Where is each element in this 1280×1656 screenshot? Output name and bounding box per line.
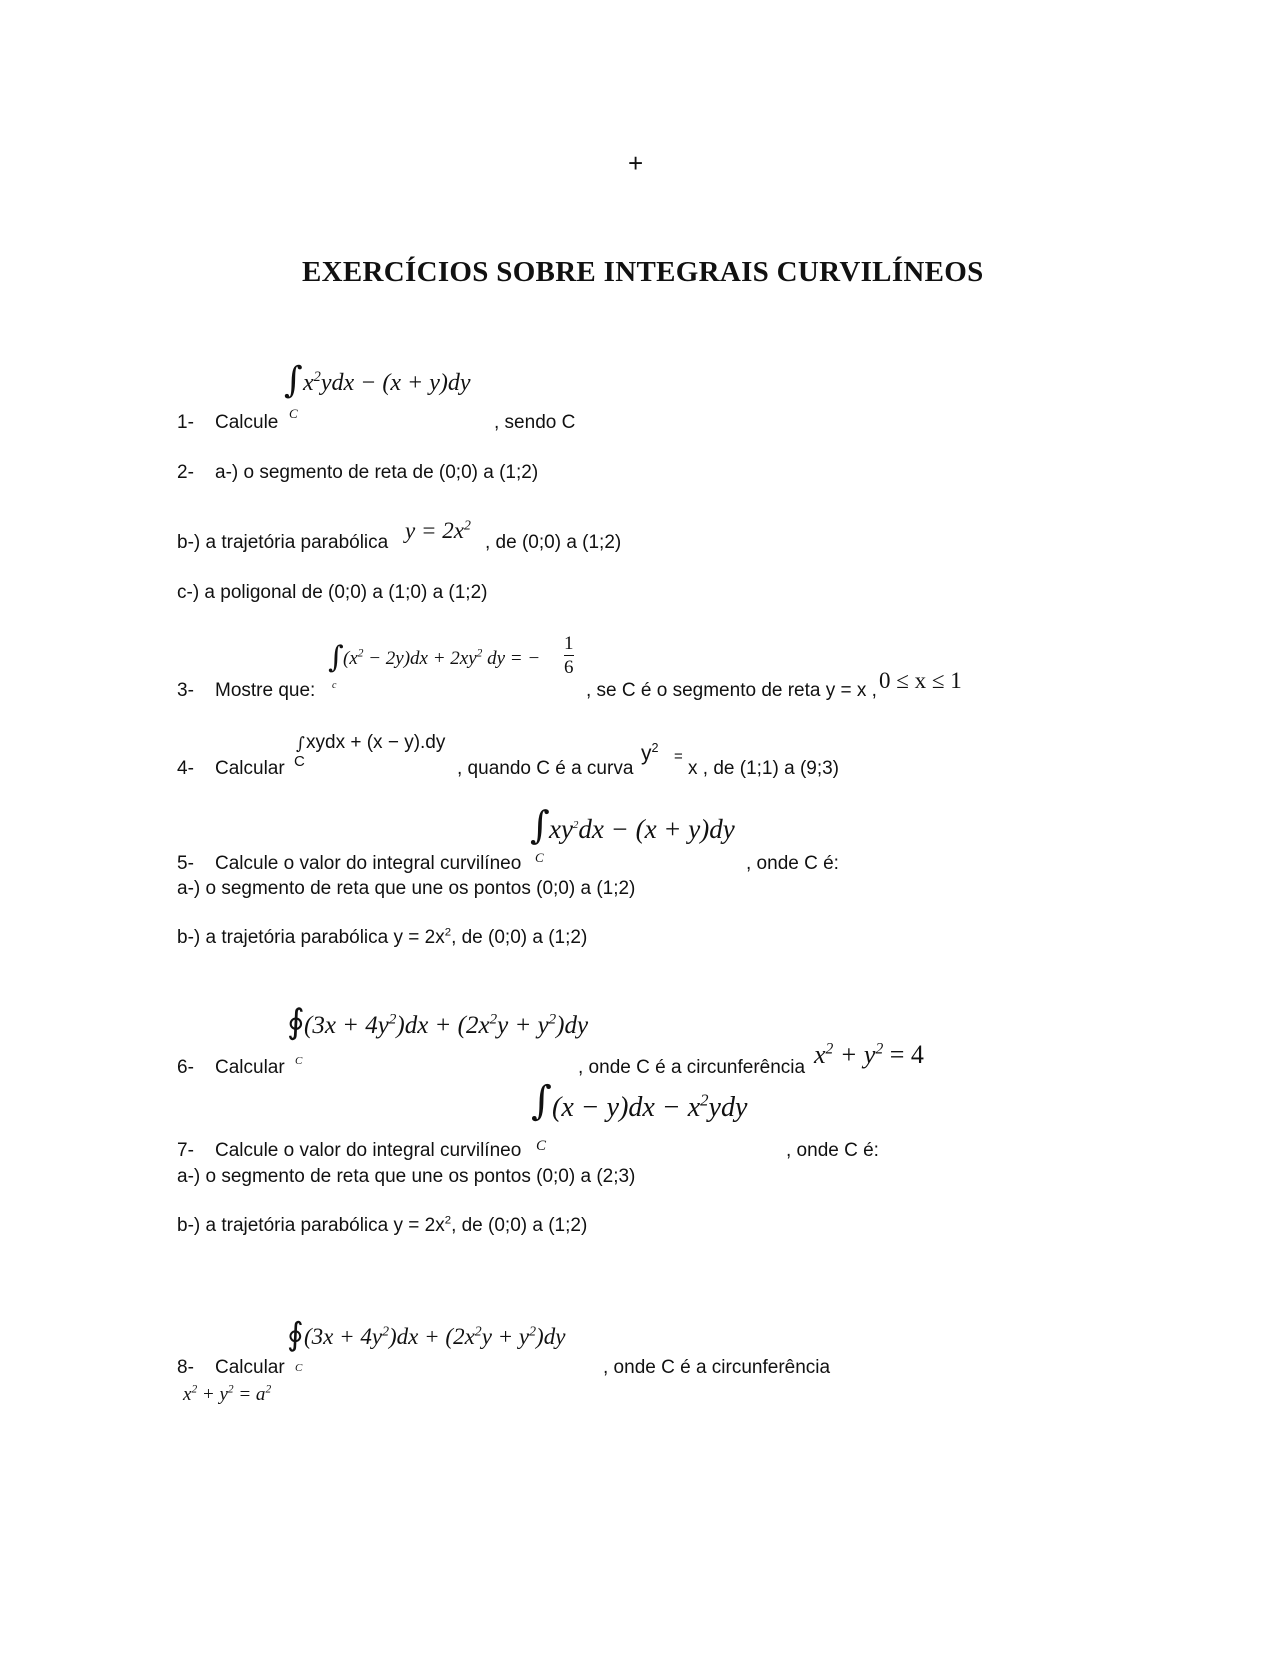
exercise-3-range: 0 ≤ x ≤ 1: [879, 668, 962, 693]
exponent: 2: [572, 819, 579, 831]
integrand-part: )dy: [536, 1324, 566, 1349]
exercise-1-verb: Calcule: [215, 412, 279, 433]
exponent: 2: [476, 647, 483, 660]
integrand-part: )dy: [556, 1012, 589, 1039]
exercise-3-verb: Mostre que:: [215, 680, 316, 701]
exercise-1-integrand: [303, 370, 471, 397]
integral-contour-label: c: [332, 680, 337, 691]
integral-contour-label: C: [536, 1138, 547, 1154]
integral-sign: ∫: [530, 803, 550, 847]
equation-part: + y: [833, 1040, 876, 1069]
exercise-1-suffix: , sendo C: [494, 412, 576, 433]
exercise-8-integrand: [304, 1324, 565, 1350]
contour-integral-sign: ∮: [287, 1002, 305, 1042]
integrand-part: (x: [343, 648, 358, 669]
exponent: 2: [825, 1040, 834, 1058]
exponent: 2: [463, 517, 471, 533]
exponent: 2: [474, 1323, 482, 1339]
exercise-4-integrand: xydx + (x − y).dy: [306, 732, 446, 753]
fraction-numerator: 1: [564, 633, 574, 654]
integrand-part: y + y: [481, 1324, 530, 1349]
exercise-2-number: 2-: [177, 462, 194, 483]
item-text: b-) a trajetória parabólica y = 2x: [177, 927, 445, 948]
exercise-4-suffix: , quando C é a curva: [457, 758, 634, 779]
exercise-7-integrand: [552, 1092, 747, 1124]
exercise-3-suffix: , se C é o segmento de reta y = x ,: [586, 680, 877, 701]
exercise-7-suffix: , onde C é:: [786, 1140, 879, 1161]
integral-sign: ∫: [284, 360, 303, 401]
exponent: 2: [548, 1011, 557, 1028]
integral-sign: ∫: [328, 640, 344, 675]
equation-part: = a: [233, 1384, 266, 1405]
integral-contour-label: C: [295, 1362, 303, 1374]
exercise-7-item-b: [177, 1215, 587, 1237]
exponent: 2: [357, 647, 364, 660]
exponent: 2: [700, 1090, 709, 1110]
header-plus-mark: +: [628, 148, 644, 178]
equation-part: = 4: [883, 1040, 924, 1069]
exercise-4-curve: [641, 742, 659, 766]
exercise-5-integrand: [549, 814, 735, 845]
exponent: 2: [382, 1323, 390, 1339]
item-text: , de (0;0) a (1;2): [451, 927, 588, 948]
exponent: 2: [444, 1214, 452, 1227]
exercise-8-number: 8-: [177, 1357, 194, 1378]
integrand-part: ydy: [708, 1092, 748, 1123]
exercise-4-verb: Calcular: [215, 758, 285, 779]
exercise-2-item-b-prefix: b-) a trajetória parabólica: [177, 532, 389, 553]
integrand-part: (x − y)dx − x: [552, 1092, 701, 1123]
equation-part: + y: [197, 1384, 228, 1405]
equation-part: x: [814, 1040, 826, 1069]
exercise-1-number: 1-: [177, 412, 194, 433]
item-text: b-) a trajetória parabólica y = 2x: [177, 1215, 445, 1236]
exercise-8-circle-equation: [183, 1384, 271, 1406]
exercise-3-number: 3-: [177, 680, 194, 701]
exercise-5-number: 5-: [177, 853, 194, 874]
exercise-7-number: 7-: [177, 1140, 194, 1161]
exercise-4-number: 4-: [177, 758, 194, 779]
exercise-6-integrand: [304, 1012, 588, 1040]
exponent: 2: [444, 926, 452, 939]
exercise-4-curve-rest: x , de (1;1) a (9;3): [688, 758, 840, 779]
exercise-6-number: 6-: [177, 1057, 194, 1078]
formula-part: y = 2x: [405, 518, 464, 543]
integral-sign: ∫: [531, 1078, 552, 1124]
exercise-7-item-a: a-) o segmento de reta que une os pontos (0;0) a (2;3): [177, 1166, 636, 1187]
integrand-part: − 2y)dx + 2xy: [363, 648, 477, 669]
document-title: EXERCÍCIOS SOBRE INTEGRAIS CURVILÍNEOS: [302, 256, 984, 288]
exercise-3-integrand: [343, 648, 540, 670]
integral-contour-label: C: [294, 753, 305, 770]
exponent: 2: [191, 1383, 198, 1396]
exercise-8-verb: Calcular: [215, 1357, 285, 1378]
exponent: 2: [313, 369, 321, 385]
integrand-part: dy = −: [482, 648, 541, 669]
exercise-6-circle-equation: [814, 1040, 924, 1070]
integrand-part: (3x + 4y: [304, 1324, 383, 1349]
exercise-7-verb: Calcule o valor do integral curvilíneo: [215, 1140, 522, 1161]
exponent: 2: [265, 1383, 272, 1396]
exercise-6-suffix: , onde C é a circunferência: [578, 1057, 806, 1078]
integrand-part: xy: [549, 814, 573, 844]
exercise-2-item-b-formula: [405, 518, 471, 544]
exercise-6-verb: Calcular: [215, 1057, 285, 1078]
exponent: 2: [388, 1011, 397, 1028]
integrand-part: x: [303, 370, 314, 396]
integrand-part: (3x + 4y: [304, 1012, 389, 1039]
integral-contour-label: C: [295, 1055, 303, 1067]
exercise-5-verb: Calcule o valor do integral curvilíneo: [215, 853, 522, 874]
exercise-2-item-c: c-) a poligonal de (0;0) a (1;0) a (1;2): [177, 582, 488, 603]
equation-part: x: [183, 1384, 192, 1405]
item-text: , de (0;0) a (1;2): [451, 1215, 588, 1236]
integral-contour-label: C: [289, 406, 298, 421]
exercise-4-equals: =: [674, 748, 683, 765]
integrand-part: )dx + (2x: [396, 1012, 490, 1039]
exercise-2-item-b-suffix: , de (0;0) a (1;2): [485, 532, 622, 553]
integrand-part: )dx + (2x: [389, 1324, 475, 1349]
fraction-denominator: 6: [564, 657, 574, 678]
exercise-5-suffix: , onde C é:: [746, 853, 839, 874]
integral-contour-label: C: [535, 850, 544, 865]
curve-variable: y: [641, 742, 652, 765]
exercise-5-item-b: [177, 927, 587, 949]
exponent: 2: [651, 741, 659, 755]
exercise-8-suffix: , onde C é a circunferência: [603, 1357, 831, 1378]
integrand-part: ydx − (x + y)dy: [320, 370, 471, 396]
exponent: 2: [529, 1323, 537, 1339]
exercise-2-item-a: a-) o segmento de reta de (0;0) a (1;2): [215, 462, 539, 483]
integrand-part: dx − (x + y)dy: [578, 814, 735, 844]
integrand-part: y + y: [497, 1012, 549, 1039]
exponent: 2: [227, 1383, 234, 1396]
exponent: 2: [489, 1011, 498, 1028]
exercise-5-item-a: a-) o segmento de reta que une os pontos (0;0) a (1;2): [177, 878, 636, 899]
exponent: 2: [875, 1040, 884, 1058]
exercise-3-fraction: [564, 634, 574, 677]
integral-sign: ∫: [296, 734, 305, 754]
contour-integral-sign: ∮: [287, 1315, 304, 1353]
